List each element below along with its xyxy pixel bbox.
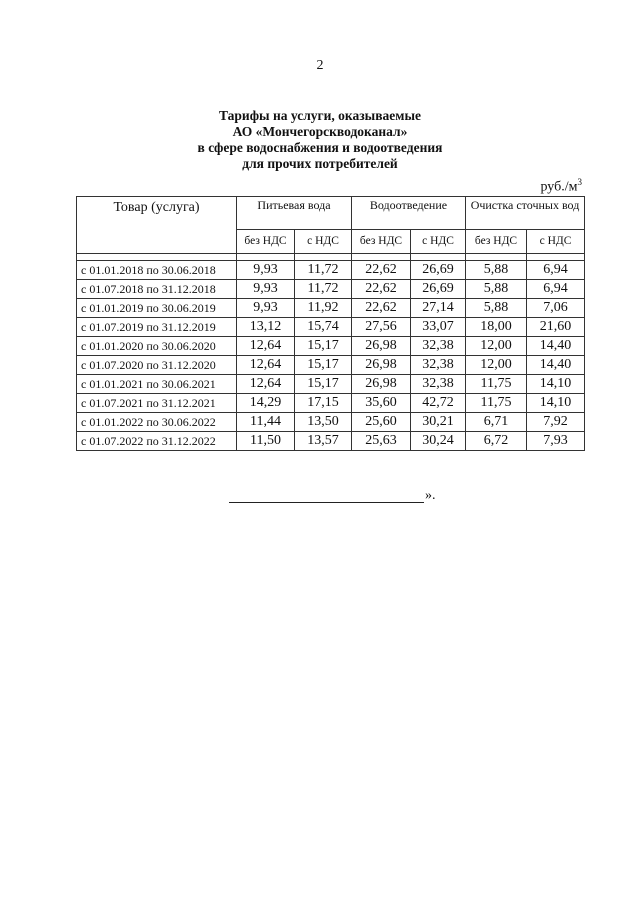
subheader-cell: без НДС [466, 230, 527, 254]
period-cell: с 01.07.2020 по 31.12.2020 [77, 356, 237, 375]
tariff-value-cell: 12,00 [466, 337, 527, 356]
title-line-3: в сфере водоснабжения и водоотведения [197, 140, 443, 155]
signature-line [229, 492, 424, 503]
tariff-value-cell: 7,92 [527, 413, 585, 432]
tariff-value-cell: 26,69 [411, 280, 466, 299]
tariff-value-cell: 30,21 [411, 413, 466, 432]
tariff-value-cell: 22,62 [352, 261, 411, 280]
tariff-value-cell: 33,07 [411, 318, 466, 337]
tariff-value-cell: 6,72 [466, 432, 527, 451]
tariff-table [76, 196, 585, 451]
tariff-value-cell: 26,98 [352, 356, 411, 375]
tariff-value-cell: 27,14 [411, 299, 466, 318]
header-drinking-water: Питьевая вода [237, 197, 352, 230]
tariff-value-cell: 11,72 [295, 280, 352, 299]
period-cell: с 01.07.2022 по 31.12.2022 [77, 432, 237, 451]
tariff-value-cell: 11,50 [237, 432, 295, 451]
spacer-row [77, 254, 585, 261]
closing-mark: ». [425, 488, 436, 503]
tariff-value-cell: 5,88 [466, 261, 527, 280]
tariff-value-cell: 13,50 [295, 413, 352, 432]
tariff-value-cell: 12,64 [237, 337, 295, 356]
table-row [77, 375, 585, 394]
tariff-value-cell: 11,92 [295, 299, 352, 318]
tariff-value-cell: 7,93 [527, 432, 585, 451]
tariff-value-cell: 26,98 [352, 337, 411, 356]
tariff-value-cell: 11,44 [237, 413, 295, 432]
tariff-value-cell: 30,24 [411, 432, 466, 451]
tariff-value-cell: 32,38 [411, 337, 466, 356]
tariff-value-cell: 12,64 [237, 356, 295, 375]
tariff-value-cell: 5,88 [466, 280, 527, 299]
tariff-value-cell: 9,93 [237, 261, 295, 280]
tariff-value-cell: 15,17 [295, 356, 352, 375]
period-cell: с 01.01.2020 по 30.06.2020 [77, 337, 237, 356]
tariff-value-cell: 42,72 [411, 394, 466, 413]
table-row [77, 394, 585, 413]
tariff-value-cell: 27,56 [352, 318, 411, 337]
page-number: 2 [316, 58, 324, 73]
tariff-value-cell: 9,93 [237, 280, 295, 299]
period-cell: с 01.01.2018 по 30.06.2018 [77, 261, 237, 280]
table-row [77, 356, 585, 375]
unit-base: руб./м [540, 179, 578, 195]
title-line-4: для прочих потребителей [242, 156, 398, 171]
tariff-value-cell: 25,60 [352, 413, 411, 432]
document-title [0, 108, 640, 172]
tariff-value-cell: 15,74 [295, 318, 352, 337]
table-row [77, 261, 585, 280]
tariff-value-cell: 14,10 [527, 375, 585, 394]
header-product: Товар (услуга) [77, 197, 237, 254]
tariff-value-cell: 18,00 [466, 318, 527, 337]
tariff-value-cell: 35,60 [352, 394, 411, 413]
table-row [77, 432, 585, 451]
tariff-value-cell: 14,10 [527, 394, 585, 413]
table-row [77, 318, 585, 337]
tariff-value-cell: 17,15 [295, 394, 352, 413]
tariff-value-cell: 32,38 [411, 356, 466, 375]
tariff-value-cell: 26,98 [352, 375, 411, 394]
tariff-value-cell: 21,60 [527, 318, 585, 337]
tariff-value-cell: 14,40 [527, 337, 585, 356]
table-row [77, 413, 585, 432]
subheader-cell: без НДС [237, 230, 295, 254]
header-drainage: Водоотведение [352, 197, 466, 230]
period-cell: с 01.07.2019 по 31.12.2019 [77, 318, 237, 337]
tariff-value-cell: 22,62 [352, 299, 411, 318]
tariff-value-cell: 5,88 [466, 299, 527, 318]
tariff-value-cell: 15,17 [295, 337, 352, 356]
tariff-value-cell: 15,17 [295, 375, 352, 394]
tariff-value-cell: 6,94 [527, 280, 585, 299]
tariff-value-cell: 6,94 [527, 261, 585, 280]
tariff-value-cell: 13,57 [295, 432, 352, 451]
period-cell: с 01.01.2021 по 30.06.2021 [77, 375, 237, 394]
subheader-cell: с НДС [411, 230, 466, 254]
title-line-2: АО «Мончегорскводоканал» [232, 124, 408, 139]
subheader-cell: с НДС [295, 230, 352, 254]
tariff-value-cell: 32,38 [411, 375, 466, 394]
subheader-cell: с НДС [527, 230, 585, 254]
tariff-value-cell: 13,12 [237, 318, 295, 337]
tariff-value-cell: 14,29 [237, 394, 295, 413]
tariff-value-cell: 25,63 [352, 432, 411, 451]
tariff-value-cell: 6,71 [466, 413, 527, 432]
tariff-value-cell: 11,75 [466, 375, 527, 394]
tariff-value-cell: 14,40 [527, 356, 585, 375]
table-row [77, 337, 585, 356]
unit-label [540, 177, 582, 196]
tariff-value-cell: 26,69 [411, 261, 466, 280]
tariff-value-cell: 12,00 [466, 356, 527, 375]
tariff-value-cell: 12,64 [237, 375, 295, 394]
period-cell: с 01.07.2018 по 31.12.2018 [77, 280, 237, 299]
tariff-value-cell: 11,75 [466, 394, 527, 413]
period-cell: с 01.01.2019 по 30.06.2019 [77, 299, 237, 318]
period-cell: с 01.01.2022 по 30.06.2022 [77, 413, 237, 432]
table-row [77, 299, 585, 318]
period-cell: с 01.07.2021 по 31.12.2021 [77, 394, 237, 413]
table-row [77, 280, 585, 299]
tariff-value-cell: 11,72 [295, 261, 352, 280]
tariff-value-cell: 22,62 [352, 280, 411, 299]
tariff-value-cell: 7,06 [527, 299, 585, 318]
title-line-1: Тарифы на услуги, оказываемые [219, 108, 421, 123]
header-wastewater-treatment: Очистка сточных вод [466, 197, 585, 230]
table-body [77, 261, 585, 451]
unit-exponent: 3 [577, 177, 582, 187]
subheader-cell: без НДС [352, 230, 411, 254]
tariff-value-cell: 9,93 [237, 299, 295, 318]
